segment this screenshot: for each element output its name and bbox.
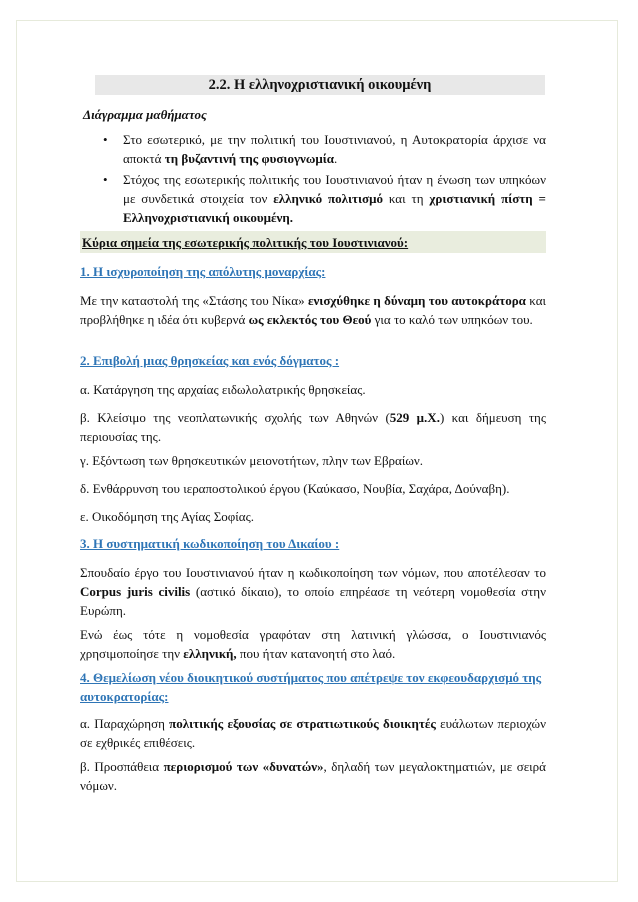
paragraph-2e: ε. Οικοδόμηση της Αγίας Σοφίας. — [80, 509, 254, 524]
bullet-item: • Στόχος της εσωτερικής πολιτικής του Ιουστινιανού ήταν η ένωση των υπηκόων με συνδετικά στοιχεία τον ελληνικό πολιτισμό και τη χριστιανική πίστη = Ελληνοχριστιανική οικουμένη. — [103, 172, 546, 225]
lesson-outline-label: Διάγραμμα μαθήματος — [83, 107, 207, 122]
section-title: Κύρια σημεία της εσωτερικής πολιτικής του Ιουστινιανού: — [82, 235, 409, 250]
paragraph-2c: γ. Εξόντωση των θρησκευτικών μειονοτήτων, πλην των Εβραίων. — [80, 453, 424, 468]
paragraph-2d: δ. Ενθάρρυνση του ιεραποστολικού έργου (Καύκασο, Νουβία, Σαχάρα, Δούναβη). — [80, 481, 510, 496]
heading-2: 2. Επιβολή μιας θρησκείας και ενός δόγματος : — [80, 353, 340, 368]
paragraph-2a: α. Κατάργηση της αρχαίας ειδωλολατρικής θρησκείας. — [80, 382, 366, 397]
heading-4: 4. Θεμελίωση νέου διοικητικού συστήματος που απέτρεψε τον εκφεουδαρχισμό της αυτοκρατορίας: — [80, 670, 542, 704]
paragraph-3b: Ενώ έως τότε η νομοθεσία γραφόταν στη λατινική γλώσσα, ο Ιουστινιανός χρησιμοποίησε την ελληνική, που ήταν κατανοητή στο λαό. — [80, 627, 546, 661]
intro-bullet-list — [103, 130, 546, 229]
paragraph-4b: β. Προσπάθεια περιορισμού των «δυνατών», δηλαδή των μεγαλοκτηματιών, με σειρά νόμων. — [80, 759, 546, 793]
heading-3: 3. Η συστηματική κωδικοποίηση του Δικαίου : — [80, 536, 340, 551]
paragraph-4a: α. Παραχώρηση πολιτικής εξουσίας σε στρατιωτικούς διοικητές ευάλωτων περιοχών σε εχθρικές επιθέσεις. — [80, 716, 546, 750]
heading-1: 1. Η ισχυροποίηση της απόλυτης μοναρχίας: — [80, 264, 326, 279]
paragraph-1: Με την καταστολή της «Στάσης του Νίκα» ενισχύθηκε η δύναμη του αυτοκράτορα και προβλήθηκε η ιδέα ότι κυβερνά ως εκλεκτός του Θεού για το καλό των υπηκόων του. — [80, 293, 547, 327]
document-title: 2.2. Η ελληνοχριστιανική οικουμένη — [95, 75, 545, 95]
bullet-item: • Στο εσωτερικό, με την πολιτική του Ιουστινιανού, η Αυτοκρατορία άρχισε να αποκτά τη βυζαντινή της φυσιογνωμία. — [103, 132, 546, 166]
paragraph-3a: Σπουδαίο έργο του Ιουστινιανού ήταν η κωδικοποίηση των νόμων, που αποτέλεσαν το Corpus juris civilis (αστικό δίκαιο), το οποίο επηρέασε τη νεότερη νομοθεσία στην Ευρώπη. — [80, 565, 546, 618]
paragraph-2b: β. Κλείσιμο της νεοπλατωνικής σχολής των Αθηνών (529 μ.Χ.) και δήμευση της περιουσίας της. — [80, 410, 547, 444]
